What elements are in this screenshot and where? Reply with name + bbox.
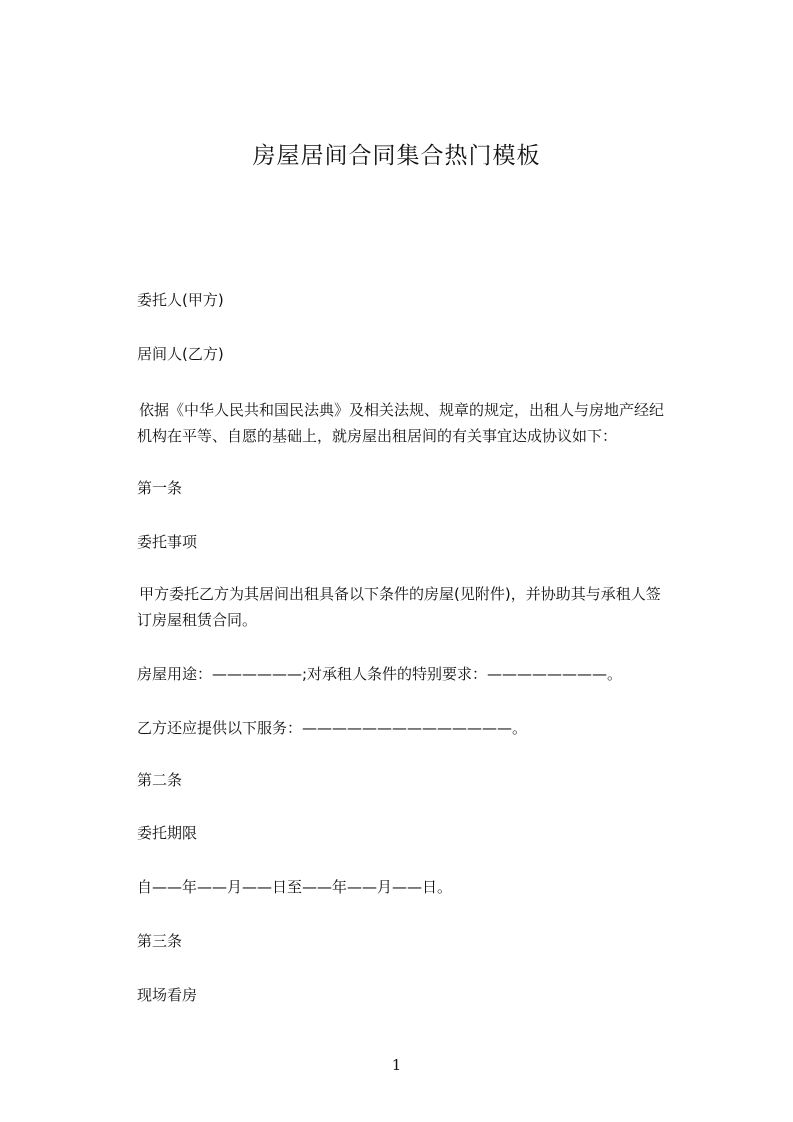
- preamble-line-2: 机构在平等、自愿的基础上，就房屋出租居间的有关事宜达成协议如下：: [137, 427, 618, 445]
- article-1-body: [137, 581, 715, 633]
- article-3-heading: 第三条: [137, 932, 183, 950]
- article-3-title: 现场看房: [137, 986, 198, 1004]
- additional-services-line: 乙方还应提供以下服务：——————————————。: [137, 719, 528, 737]
- article-2-title: 委托期限: [137, 824, 198, 842]
- principal-label: 委托人(甲方): [137, 291, 224, 309]
- preamble-line-1: 依据《中华人民共和国民法典》及相关法规、规章的规定，出租人与房地产经纪: [139, 401, 665, 419]
- article-1-body-line-1: 甲方委托乙方为其居间出租具备以下条件的房屋(见附件)，并协助其与承租人签: [139, 585, 661, 603]
- page-number: 1: [391, 1056, 402, 1074]
- term-line: 自——年——月——日至——年——月——日。: [137, 878, 453, 896]
- article-1-body-line-2: 订房屋租赁合同。: [137, 611, 258, 629]
- preamble-paragraph: [137, 397, 715, 449]
- article-1-heading: 第一条: [137, 479, 183, 497]
- house-use-line: 房屋用途：——————;对承租人条件的特别要求：————————。: [137, 665, 623, 683]
- article-1-title: 委托事项: [137, 533, 198, 551]
- intermediary-label: 居间人(乙方): [137, 345, 224, 363]
- page-title: 房屋居间合同集合热门模板: [252, 143, 541, 169]
- article-2-heading: 第二条: [137, 771, 183, 789]
